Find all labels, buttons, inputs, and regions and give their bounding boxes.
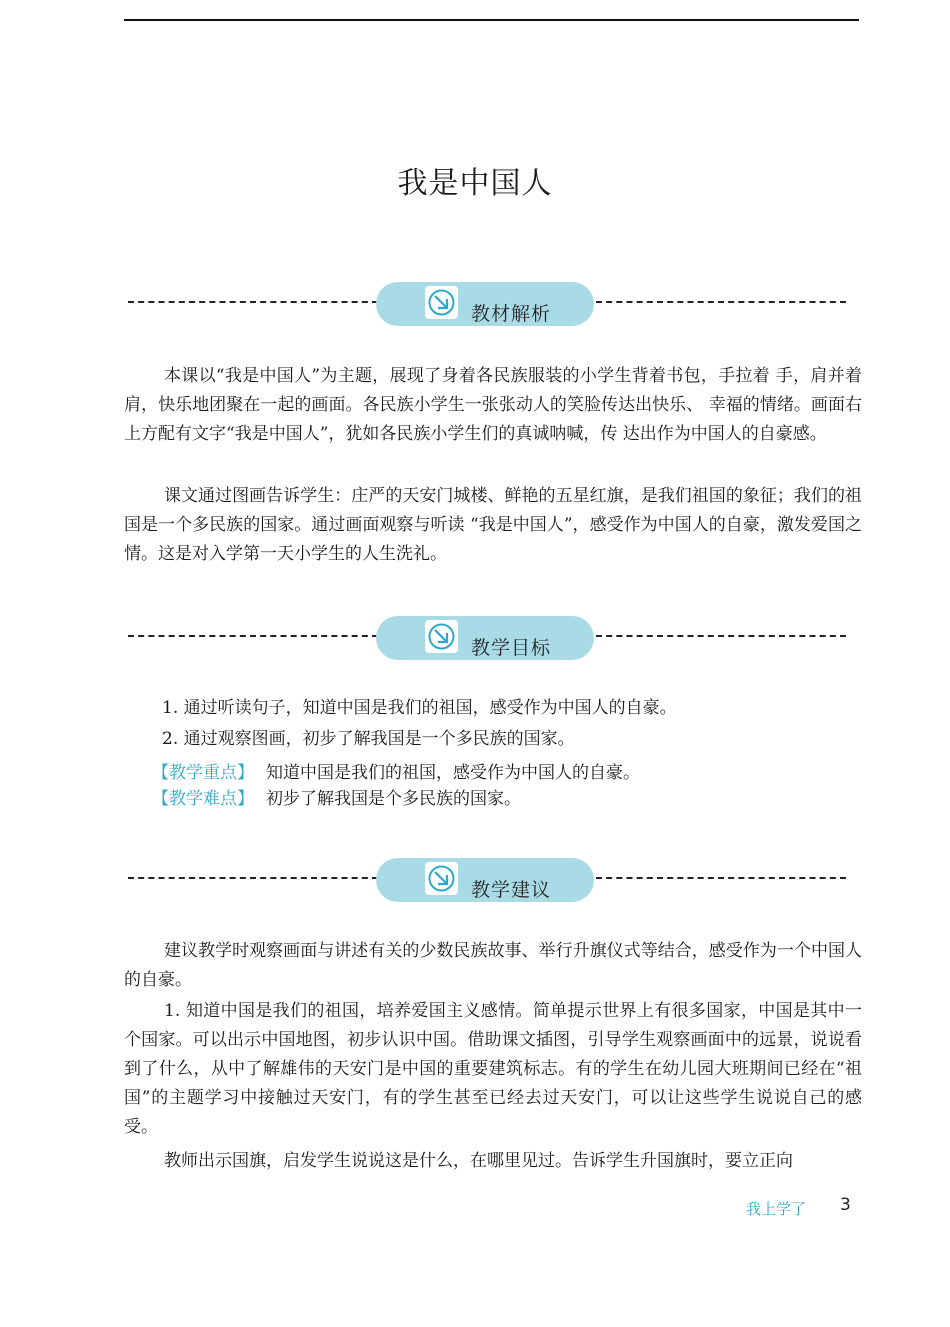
key-point bbox=[152, 758, 640, 783]
goal-item-2: 2. 通过观察图画，初步了解我国是一个多民族的国家。 bbox=[162, 729, 575, 749]
difficult-point bbox=[152, 784, 521, 809]
section-title: 教学建议 bbox=[471, 879, 552, 901]
divider bbox=[596, 877, 846, 879]
divider bbox=[596, 635, 846, 637]
arrow-down-right-icon bbox=[425, 286, 458, 319]
section-header-suggestions bbox=[128, 858, 846, 904]
divider bbox=[128, 877, 378, 879]
divider bbox=[128, 635, 378, 637]
page-number: 3 bbox=[840, 1195, 851, 1215]
section-badge bbox=[376, 282, 594, 326]
section-title: 教材解析 bbox=[471, 303, 552, 325]
suggestion-paragraph-2: 1. 知道中国是我们的祖国，培养爱国主义感情。简单提示世界上有很多国家，中国是其中一个国家。可以出示中国地图，初步认识中国。借助课文插图，引导学生观察画面中的远景，说说看到了什么，从中了解雄伟的天安门是中国的重要建筑标志。有的学生在幼儿园大班期间已经在“祖国”的主题学习中接触过天安门，有的学生甚至已经去过天安门，可以让这些学生说说自己的感受。 bbox=[124, 1001, 862, 1137]
arrow-down-right-icon bbox=[425, 620, 458, 653]
difficult-point-text: 初步了解我国是个多民族的国家。 bbox=[266, 789, 521, 809]
footer-book-title: 我上学了 bbox=[746, 1200, 807, 1218]
divider bbox=[596, 301, 846, 303]
section-header-analysis bbox=[128, 282, 846, 328]
section-badge bbox=[376, 858, 594, 902]
analysis-paragraph-2: 课文通过图画告诉学生：庄严的天安门城楼、鲜艳的五星红旗，是我们祖国的象征；我们的祖国是一个多民族的国家。通过画面观察与听读 “我是中国人”，感受作为中国人的自豪，激发爱国之情。这是对入学第一天小学生的人生洗礼。 bbox=[124, 486, 862, 564]
divider bbox=[128, 301, 378, 303]
section-title: 教学目标 bbox=[471, 637, 552, 659]
key-point-tag: 【教学重点】 bbox=[152, 763, 254, 783]
top-rule bbox=[124, 19, 859, 21]
analysis-paragraph-1: 本课以“我是中国人”为主题，展现了身着各民族服装的小学生背着书包，手拉着 手，肩并着肩，快乐地团聚在一起的画面。各民族小学生一张张动人的笑脸传达出快乐、 幸福的情绪。画面右上方配有文字“我是中国人”，犹如各民族小学生们的真诚呐喊，传 达出作为中国人的自豪感。 bbox=[124, 366, 862, 444]
suggestion-paragraph-3: 教师出示国旗，启发学生说说这是什么，在哪里见过。告诉学生升国旗时，要立正向 bbox=[164, 1151, 793, 1171]
difficult-point-tag: 【教学难点】 bbox=[152, 789, 254, 809]
suggestion-paragraph-1: 建议教学时观察画面与讲述有关的少数民族故事、举行升旗仪式等结合，感受作为一个中国人的自豪。 bbox=[124, 941, 862, 990]
section-badge bbox=[376, 616, 594, 660]
section-header-goals bbox=[128, 616, 846, 662]
goal-item-1: 1. 通过听读句子，知道中国是我们的祖国，感受作为中国人的自豪。 bbox=[162, 698, 677, 718]
page-title: 我是中国人 bbox=[397, 166, 553, 201]
arrow-down-right-icon bbox=[425, 862, 458, 895]
key-point-text: 知道中国是我们的祖国，感受作为中国人的自豪。 bbox=[266, 763, 640, 783]
